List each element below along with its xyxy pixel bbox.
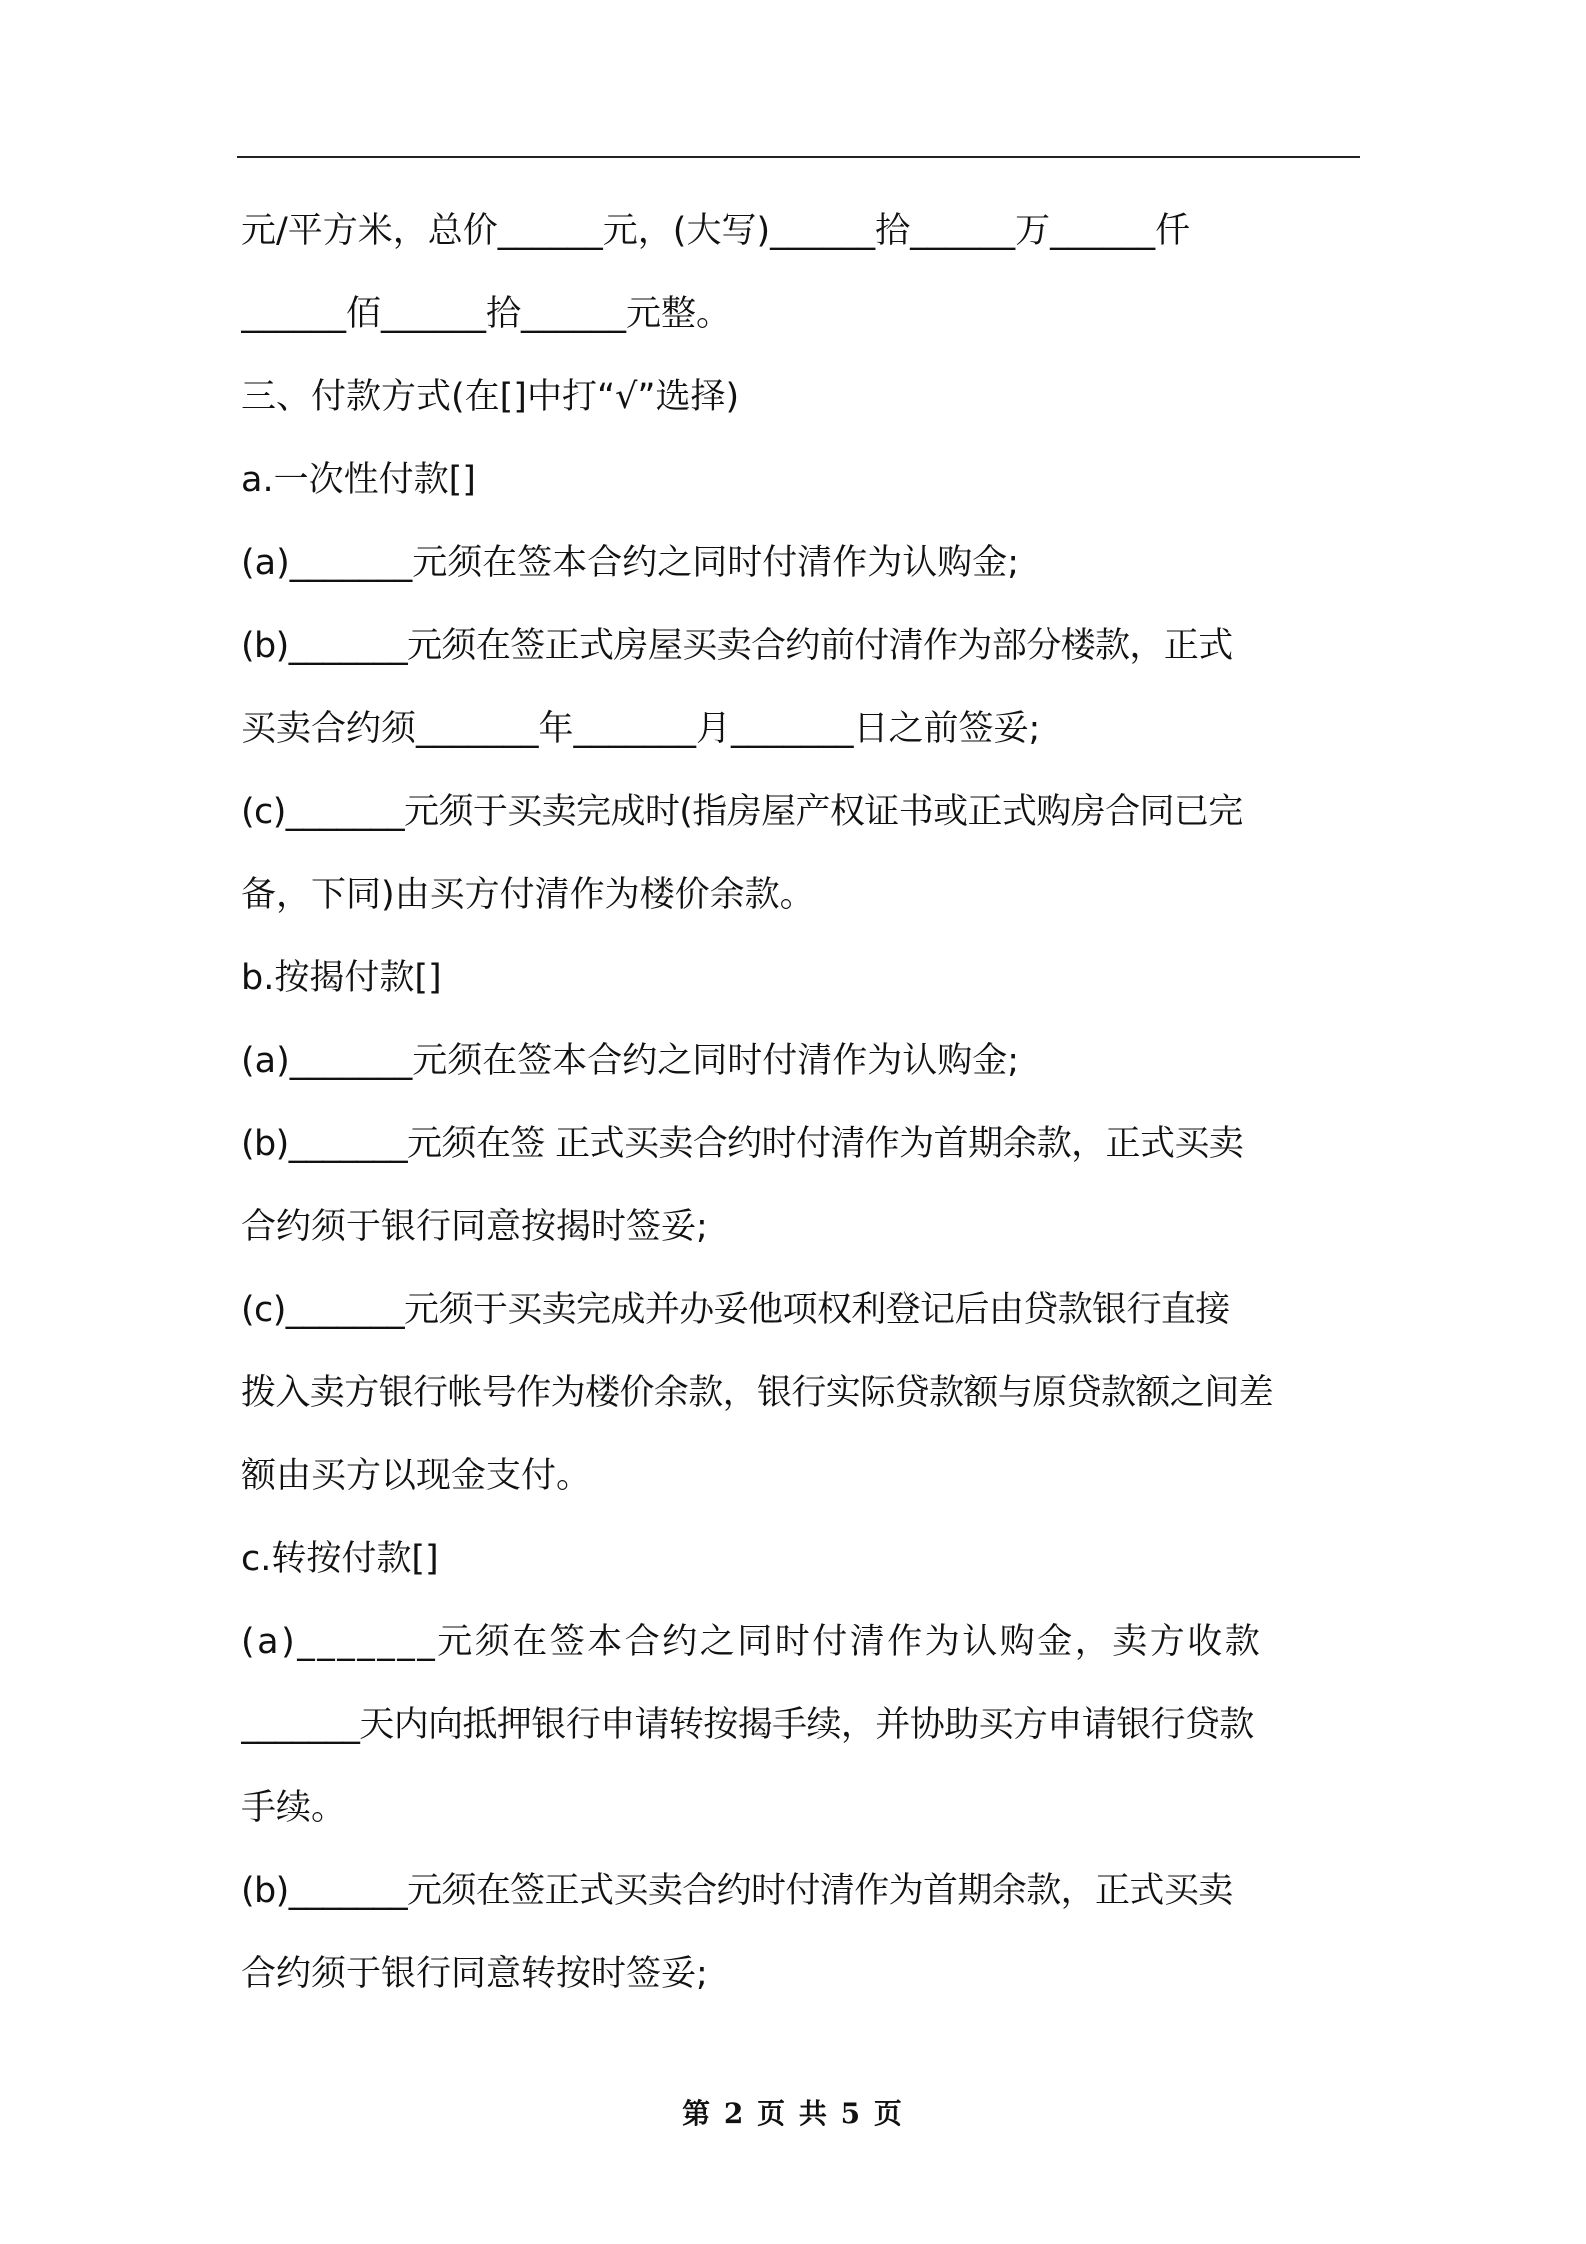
- text-line: (b)_______元须在签正式房屋买卖合约前付清作为部分楼款，正式: [241, 626, 1233, 666]
- text-line: (a)_______元须在签本合约之同时付清作为认购金;: [241, 543, 1020, 583]
- text-line: ______佰______拾______元整。: [241, 294, 732, 334]
- text-line: (c)_______元须于买卖完成并办妥他项权利登记后由贷款银行直接: [241, 1290, 1230, 1330]
- text-line: 额由买方以现金支付。: [241, 1456, 592, 1496]
- section-heading: 三、付款方式(在[]中打“√”选择): [241, 377, 740, 417]
- text-line: _______天内向抵押银行申请转按揭手续，并协助买方申请银行贷款: [241, 1705, 1254, 1745]
- text-line: 拨入卖方银行帐号作为楼价余款，银行实际贷款额与原贷款额之间差: [241, 1373, 1274, 1413]
- option-heading: c.转按付款[]: [241, 1539, 439, 1579]
- page-number: 第 2 页 共 5 页: [682, 2097, 904, 2130]
- text-line: 元/平方米，总价______元，(大写)______拾______万______仟: [241, 211, 1191, 251]
- header-rule: [237, 156, 1360, 158]
- text-line: 合约须于银行同意转按时签妥;: [241, 1954, 708, 1994]
- text-line: 买卖合约须_______年_______月_______日之前签妥;: [241, 709, 1041, 749]
- text-line: 备，下同)由买方付清作为楼价余款。: [241, 875, 815, 915]
- text-line: (b)_______元须在签 正式买卖合约时付清作为首期余款，正式买卖: [241, 1124, 1244, 1164]
- option-heading: b.按揭付款[]: [241, 958, 442, 998]
- document-body: [241, 195, 1359, 2021]
- text-line: (b)_______元须在签正式买卖合约时付清作为首期余款，正式买卖: [241, 1871, 1233, 1911]
- text-line: 合约须于银行同意按揭时签妥;: [241, 1207, 708, 1247]
- option-heading: a.一次性付款[]: [241, 460, 476, 500]
- text-line: (a)_______元须在签本合约之同时付清作为认购金，卖方收款: [241, 1622, 1263, 1662]
- text-line: (a)_______元须在签本合约之同时付清作为认购金;: [241, 1041, 1020, 1081]
- text-line: 手续。: [241, 1788, 347, 1828]
- text-line: (c)_______元须于买卖完成时(指房屋产权证书或正式购房合同已完: [241, 792, 1243, 832]
